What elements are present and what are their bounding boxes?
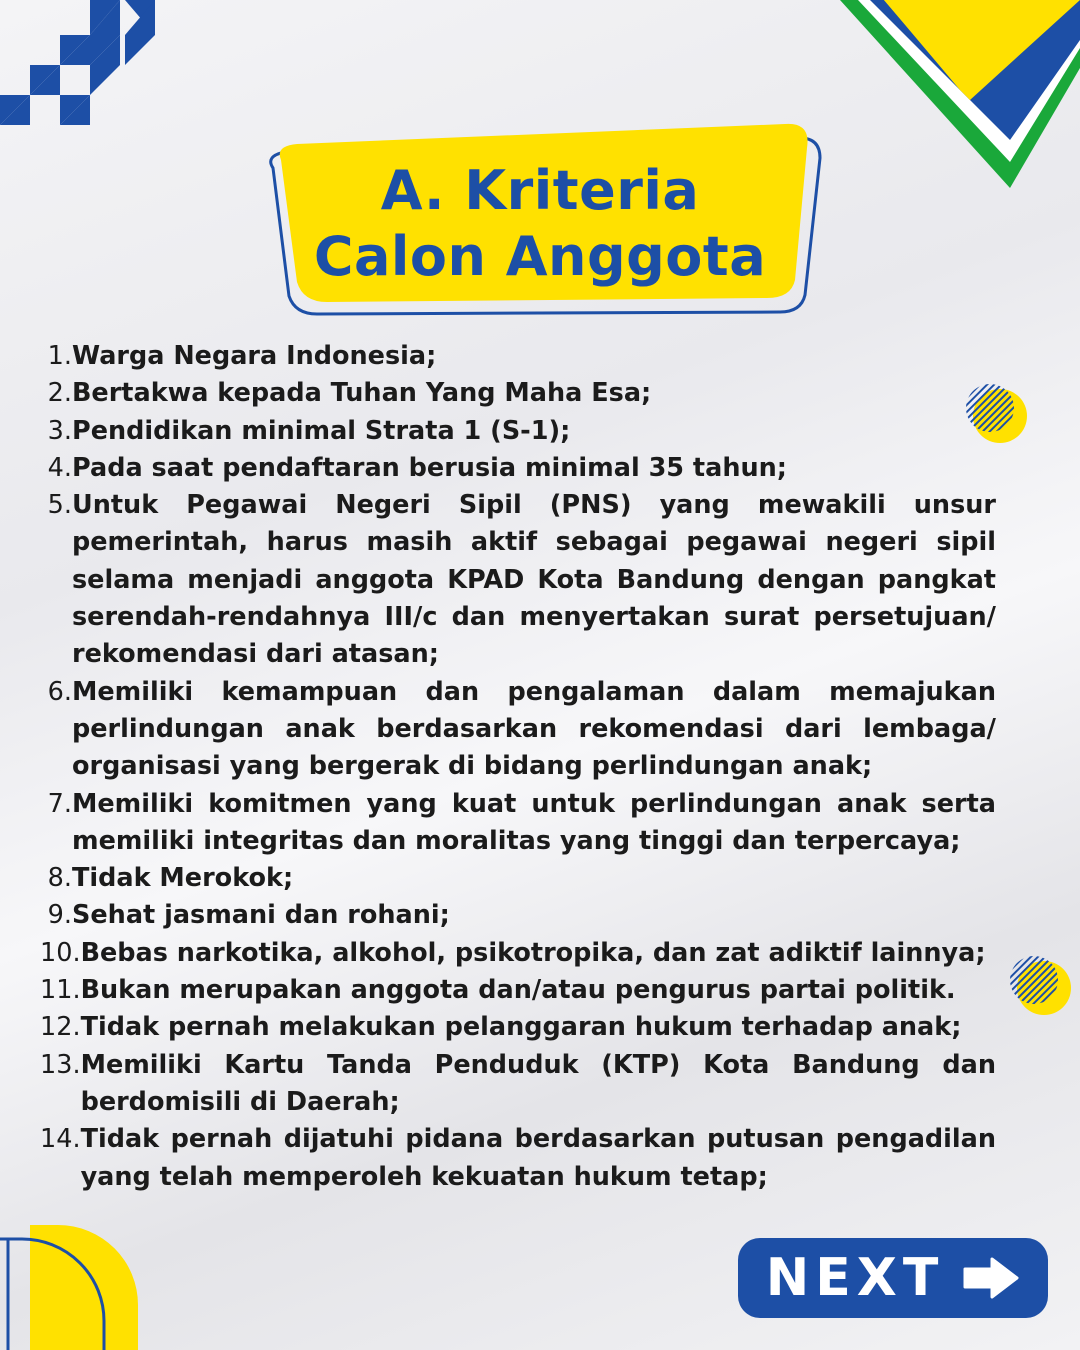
criteria-item — [40, 860, 996, 897]
criteria-text: Tidak pernah dijatuhi pidana berdasarkan putusan pengadilan yang telah memperoleh kekuatan hukum tetap; — [80, 1124, 996, 1192]
criteria-number: 13. — [40, 1049, 81, 1080]
criteria-text: Sehat jasmani dan rohani; — [72, 900, 450, 931]
criteria-text: Memiliki komitmen yang kuat untuk perlindungan anak serta memiliki integritas dan moralitas yang tinggi dan terpercaya; — [72, 788, 996, 856]
criteria-item — [40, 674, 996, 786]
criteria-item — [40, 972, 996, 1009]
criteria-number: 3. — [47, 415, 72, 446]
criteria-number: 8. — [47, 863, 72, 894]
criteria-item — [40, 897, 996, 934]
criteria-number: 4. — [47, 452, 72, 483]
criteria-text: Bebas narkotika, alkohol, psikotropika, dan zat adiktif lainnya; — [80, 937, 986, 968]
title-banner — [255, 120, 825, 320]
arrow-right-icon — [962, 1256, 1020, 1300]
criteria-item — [40, 1009, 996, 1046]
criteria-number: 6. — [47, 676, 72, 707]
criteria-text: Tidak Merokok; — [72, 863, 294, 894]
next-button[interactable] — [738, 1238, 1048, 1318]
title-line-1: A. Kriteria — [380, 159, 700, 222]
criteria-item — [40, 450, 996, 487]
criteria-list — [40, 338, 996, 1196]
criteria-number: 7. — [47, 788, 72, 819]
criteria-item — [40, 935, 996, 972]
triangle-pattern-decoration — [0, 0, 160, 130]
criteria-text: Tidak pernah melakukan pelanggaran hukum terhadap anak; — [80, 1012, 962, 1043]
criteria-item — [40, 375, 996, 412]
criteria-text: Bertakwa kepada Tuhan Yang Maha Esa; — [72, 378, 652, 409]
corner-chevron-decoration — [840, 0, 1080, 190]
page-title — [255, 158, 825, 290]
title-line-2: Calon Anggota — [313, 225, 767, 288]
criteria-text: Warga Negara Indonesia; — [72, 341, 437, 371]
hatched-circle-decoration — [1006, 952, 1072, 1018]
criteria-number: 12. — [40, 1012, 81, 1043]
criteria-item — [40, 786, 996, 861]
criteria-item — [40, 1047, 996, 1122]
criteria-item — [40, 413, 996, 450]
criteria-item — [40, 1121, 996, 1196]
criteria-text: Memiliki kemampuan dan pengalaman dalam memajukan perlindungan anak berdasarkan rekomendasi dari lembaga/ organisasi yang bergerak di bidang perlindungan anak; — [72, 676, 996, 782]
criteria-item — [40, 487, 996, 673]
criteria-text: Bukan merupakan anggota dan/atau pengurus partai politik. — [80, 975, 956, 1006]
criteria-number: 10. — [40, 937, 81, 968]
criteria-number: 2. — [47, 378, 72, 409]
criteria-text: Pendidikan minimal Strata 1 (S-1); — [72, 415, 571, 446]
quarter-circle-decoration — [0, 1225, 140, 1350]
criteria-text: Memiliki Kartu Tanda Penduduk (KTP) Kota Bandung dan berdomisili di Daerah; — [80, 1049, 996, 1117]
criteria-number: 1. — [47, 341, 72, 371]
criteria-number: 11. — [40, 975, 81, 1006]
next-button-label: NEXT — [765, 1248, 945, 1308]
criteria-number: 9. — [47, 900, 72, 931]
criteria-item — [40, 338, 996, 375]
criteria-text: Untuk Pegawai Negeri Sipil (PNS) yang mewakili unsur pemerintah, harus masih aktif sebagai pegawai negeri sipil selama menjadi anggota KPAD Kota Bandung dengan pangkat serendah-rendahnya III/c dan menyertakan surat persetujuan/ rekomendasi dari atasan; — [72, 490, 996, 670]
criteria-text: Pada saat pendaftaran berusia minimal 35 tahun; — [72, 452, 787, 483]
criteria-number: 14. — [40, 1124, 81, 1155]
criteria-number: 5. — [47, 490, 72, 521]
